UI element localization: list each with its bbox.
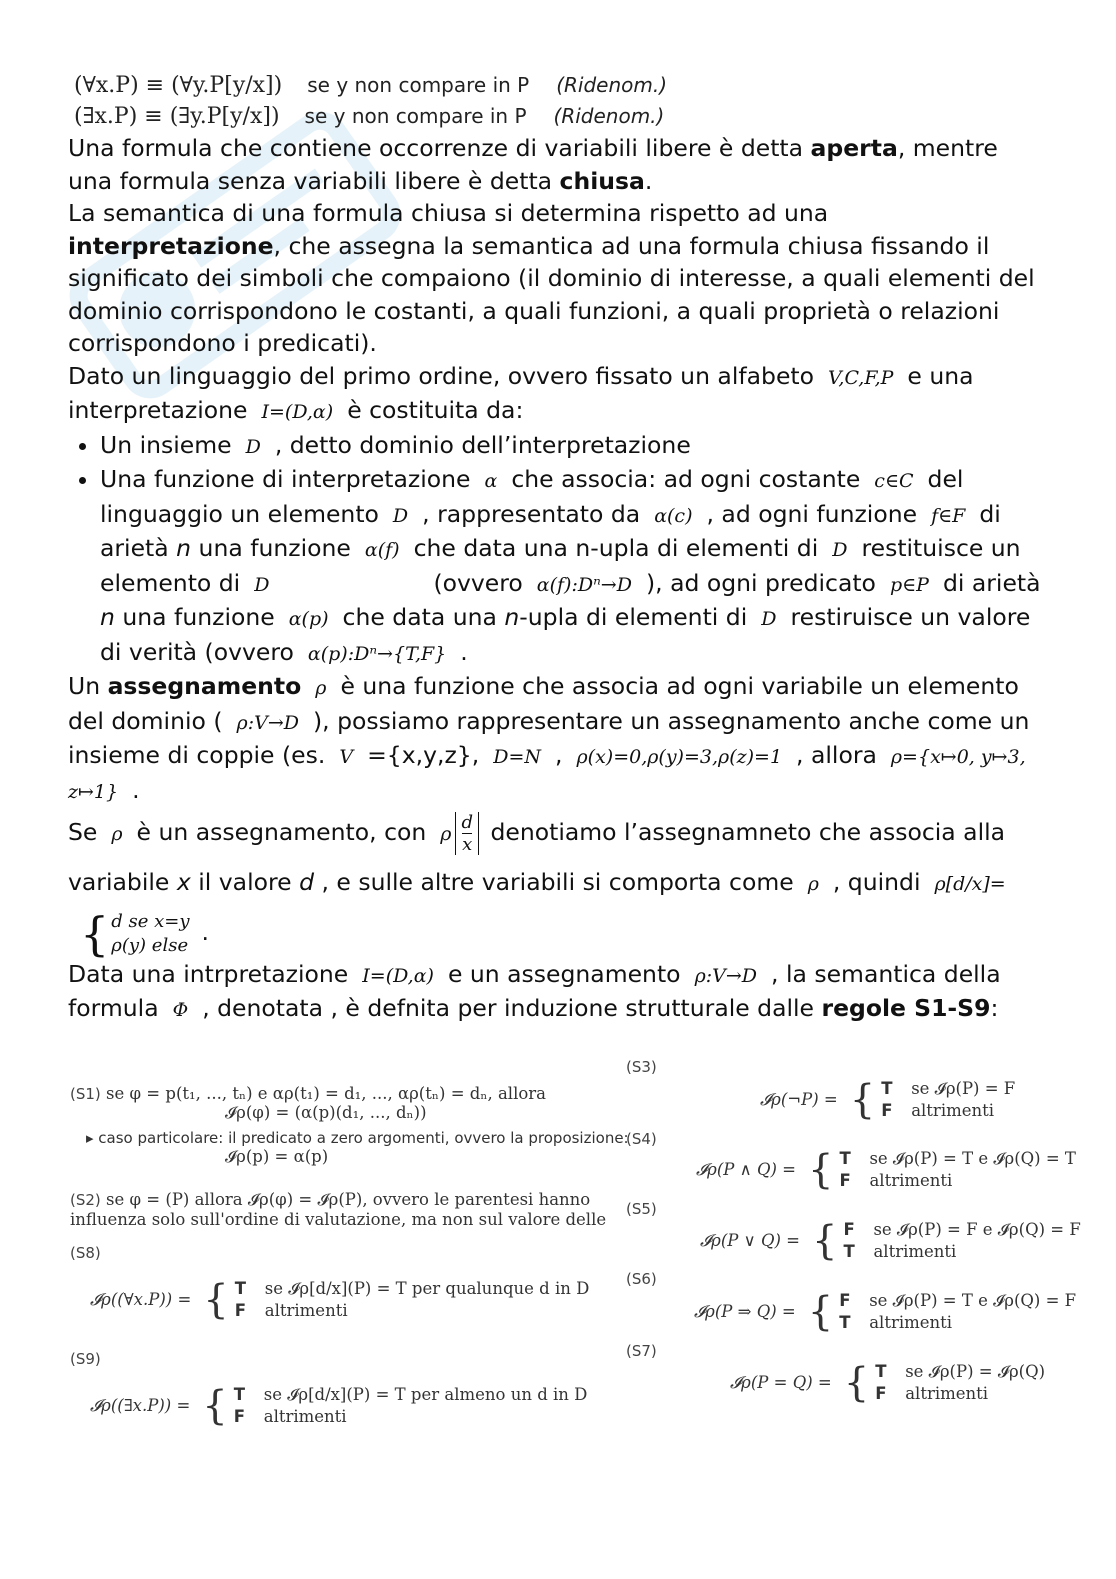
text-span: ), possiamo rappresentare un assegnamento anche come un insieme di coppie (es. <box>68 706 1030 769</box>
math-rho: ρ <box>807 873 819 895</box>
text-span: Una funzione di interpretazione <box>100 465 471 493</box>
paragraph-assignment <box>68 670 1048 808</box>
math-d: D <box>245 435 261 458</box>
case-value: F <box>234 1301 247 1320</box>
math-alpha-p: α(p) <box>288 608 329 630</box>
rule-label: (S8) <box>70 1244 101 1262</box>
list-item <box>100 463 1048 670</box>
rule-lhs: 𝓘ρ(¬P) = <box>760 1090 838 1109</box>
math-d-equals-n: D=N <box>493 746 541 768</box>
rule-text: influenza solo sull'ordine di valutazione, ma non sul valore delle <box>70 1210 607 1229</box>
case-condition: se 𝓘ρ(P) = 𝓘ρ(Q) <box>905 1362 1046 1381</box>
rule-label: (S3) <box>626 1058 657 1076</box>
rule-note: ▸ caso particolare: il predicato a zero argomenti, ovvero la proposizione: <box>86 1129 629 1147</box>
rule-label: (S4) <box>626 1130 657 1148</box>
math-alpha-c: α(c) <box>654 504 693 527</box>
case-value: T <box>875 1362 887 1381</box>
paragraph-interpretation <box>68 197 1048 360</box>
equation-name: (Ridenom.) <box>556 73 668 97</box>
list-item <box>100 429 1048 464</box>
text-span: che associa: ad ogni costante <box>511 465 861 493</box>
rule-lhs: 𝓘ρ(P ⇒ Q) = <box>694 1302 796 1321</box>
math-d: D <box>392 504 409 527</box>
case-condition: altrimenti <box>263 1407 347 1426</box>
case-condition: altrimenti <box>905 1384 989 1403</box>
text-span: che data una <box>342 603 497 631</box>
math-d: D <box>254 573 270 596</box>
rule-label: (S1) <box>70 1085 101 1103</box>
rule-lhs: 𝓘ρ(P ∧ Q) = <box>696 1160 796 1179</box>
case-value: F <box>881 1101 893 1120</box>
term-interpretazione: interpretazione <box>68 231 274 260</box>
text-span: e un assegnamento <box>447 959 681 988</box>
case-value: F <box>875 1384 887 1403</box>
case-row <box>839 1170 1075 1192</box>
text-span: , rappresentato da <box>422 499 641 528</box>
fraction-numerator: d <box>461 812 473 833</box>
math-alpha-f: α(f) <box>364 539 400 561</box>
equation-row <box>74 101 1048 132</box>
text-span: , mentre una formula senza variabili libere è detta <box>68 134 998 195</box>
text-span: , denotata , è defnita per induzione strutturale dalle <box>202 994 822 1022</box>
equation-formula: (∀x.P) ≡ (∀y.P[y/x]) <box>74 73 283 98</box>
case-line: d se x=y <box>111 910 190 932</box>
case-value: T <box>843 1242 855 1261</box>
rule-s5: 𝓘ρ(P ∨ Q) = { F se 𝓘ρ(P) = F e 𝓘ρ(Q) = F T altrimenti <box>700 1218 1081 1264</box>
rule-lhs: 𝓘ρ(P = Q) = <box>730 1373 832 1392</box>
text-span: ={x,y,z}, <box>367 741 480 769</box>
text-span: restituisce un elemento di <box>100 534 1021 597</box>
case-value: F <box>233 1407 246 1426</box>
text-span: , quindi <box>832 868 921 896</box>
text-span: , <box>555 741 563 769</box>
equation-condition: se y non compare in P <box>307 73 530 97</box>
math-alpha-f-type: α(f):Dⁿ→D <box>536 573 632 596</box>
case-row <box>875 1383 1045 1405</box>
fraction-denominator: x <box>462 834 473 855</box>
math-cases: { d se x=y ρ(y) else <box>80 906 190 961</box>
text-span: Un insieme <box>100 430 232 459</box>
math-alphabet: V,C,F,P <box>828 366 894 389</box>
text-span: : <box>990 994 999 1022</box>
case-condition: altrimenti <box>869 1171 953 1190</box>
text-span: , allora <box>796 741 877 769</box>
paragraph-substitution <box>68 808 1048 961</box>
text-span: , ad ogni funzione <box>706 499 918 528</box>
math-rho: ρ <box>440 823 452 845</box>
rule-label: (S7) <box>626 1342 657 1360</box>
math-d: D <box>832 539 848 561</box>
case-condition: altrimenti <box>869 1313 953 1332</box>
term-regole: regole S1-S9 <box>821 994 991 1022</box>
paragraph-semantics <box>68 958 1048 1027</box>
math-rho-type: ρ:V→D <box>694 964 758 987</box>
math-x: x <box>176 868 191 896</box>
equation-row <box>74 70 1048 101</box>
math-rho: ρ <box>315 677 327 699</box>
text-span: . <box>644 166 653 195</box>
text-span: ), ad ogni predicato <box>645 568 876 597</box>
rule-formula: 𝓘ρ(p) = α(p) <box>225 1147 329 1166</box>
rule-s6: 𝓘ρ(P ⇒ Q) = { F se 𝓘ρ(P) = T e 𝓘ρ(Q) = F T altrimenti <box>694 1289 1077 1335</box>
text-span: di arietà <box>100 499 1001 562</box>
case-row <box>881 1078 1015 1100</box>
text-span: Se <box>68 818 98 846</box>
case-row <box>843 1241 1080 1263</box>
equation-formula: (∃x.P) ≡ (∃y.P[y/x]) <box>74 104 280 129</box>
math-n: n <box>176 534 192 562</box>
case-condition: altrimenti <box>911 1101 995 1120</box>
text-span: Data una intrpretazione <box>68 959 349 988</box>
rule-formula: 𝓘ρ(φ) = (α(p)(d₁, ..., dₙ)) <box>225 1103 427 1122</box>
case-value: T <box>881 1079 893 1098</box>
bullet-list <box>68 429 1048 671</box>
text-span: , e sulle altre variabili si comporta come <box>321 868 794 896</box>
rule-s8: 𝓘ρ((∀x.P)) = { T se 𝓘ρ[d/x](P) = T per qualunque d in D F altrimenti <box>90 1277 590 1323</box>
rule-label: (S6) <box>626 1270 657 1288</box>
text-span: . <box>132 775 140 804</box>
text-span: è costituita da: <box>347 396 524 424</box>
math-rho-set: ρ={x↦0, y↦3, z↦1} <box>68 746 1026 803</box>
paragraph-language <box>68 360 1048 429</box>
math-p-in-p: p∈P <box>889 573 929 596</box>
text-span: denotiamo l’assegnamneto che associa alla variabile <box>68 818 1006 896</box>
rule-lhs: 𝓘ρ(P ∨ Q) = <box>700 1231 800 1250</box>
text-span: , che assegna la semantica ad una formula chiusa fissando il significato dei simboli che compaiono (il dominio di interesse, a quali elementi del dominio corrispondono le costanti, a quali funzioni, a quali proprietà o relazioni corrispondono i predicati). <box>68 231 1035 357</box>
case-line: ρ(y) else <box>111 934 189 956</box>
rule-s4: 𝓘ρ(P ∧ Q) = { T se 𝓘ρ(P) = T e 𝓘ρ(Q) = T F altrimenti <box>696 1147 1076 1193</box>
text-span: una funzione <box>122 603 275 631</box>
text-span: è un assegnamento, con <box>136 818 427 846</box>
math-substitution-fraction <box>455 812 479 855</box>
case-row <box>235 1278 590 1300</box>
paragraph-formula-types <box>68 132 1048 197</box>
case-row <box>235 1300 590 1322</box>
text-span: una funzione <box>198 534 351 562</box>
rule-s7: 𝓘ρ(P = Q) = { T se 𝓘ρ(P) = 𝓘ρ(Q) F altrimenti <box>730 1360 1046 1406</box>
rule-text: se φ = (P) allora 𝓘ρ(φ) = 𝓘ρ(P), ovvero le parentesi hanno <box>106 1190 591 1209</box>
case-condition: se 𝓘ρ(P) = T e 𝓘ρ(Q) = F <box>869 1291 1077 1310</box>
case-condition: se 𝓘ρ[d/x](P) = T per almeno un d in D <box>263 1385 588 1404</box>
text-span: -upla di elementi di <box>519 603 748 631</box>
math-d: D <box>761 608 777 630</box>
case-value: T <box>839 1313 851 1332</box>
equation-name: (Ridenom.) <box>553 104 665 128</box>
case-row <box>839 1312 1076 1334</box>
math-rho-values: ρ(x)=0,ρ(y)=3,ρ(z)=1 <box>576 746 783 768</box>
rule-s9: 𝓘ρ((∃x.P)) = { T se 𝓘ρ[d/x](P) = T per almeno un d in D F altrimenti <box>90 1383 588 1429</box>
math-interpretation: I=(D,α) <box>362 964 434 987</box>
math-alpha: α <box>484 470 498 492</box>
case-row <box>234 1384 588 1406</box>
case-row <box>843 1219 1080 1241</box>
term-aperta: aperta <box>810 134 898 162</box>
case-condition: altrimenti <box>264 1301 348 1320</box>
case-condition: se 𝓘ρ(P) = F e 𝓘ρ(Q) = F <box>873 1220 1081 1239</box>
case-condition: se 𝓘ρ(P) = T e 𝓘ρ(Q) = T <box>869 1149 1076 1168</box>
case-value: T <box>839 1149 851 1168</box>
case-row <box>839 1290 1076 1312</box>
math-f-in-f: f∈F <box>931 504 966 527</box>
text-span: il valore <box>198 868 292 896</box>
rule-s2 <box>70 1190 606 1229</box>
term-assegnamento: assegnamento <box>107 672 302 700</box>
rule-lhs: 𝓘ρ((∃x.P)) = <box>90 1396 191 1415</box>
rule-text: se φ = p(t₁, ..., tₙ) e αρ(t₁) = d₁, ..., αρ(tₙ) = dₙ, allora <box>106 1084 547 1103</box>
math-rho-type: ρ:V→D <box>236 711 299 734</box>
math-alpha-p-type: α(p):Dⁿ→{T,F} <box>307 642 447 665</box>
term-chiusa: chiusa <box>559 166 645 195</box>
text-span: del linguaggio un elemento <box>100 465 964 528</box>
case-row <box>234 1406 588 1428</box>
case-condition: altrimenti <box>873 1242 957 1261</box>
math-c-in-c: c∈C <box>874 470 914 492</box>
case-row <box>875 1361 1045 1383</box>
text-span: , la semantica della formula <box>68 959 1001 1022</box>
text-span: (ovvero <box>433 568 523 597</box>
rule-s3: 𝓘ρ(¬P) = { T se 𝓘ρ(P) = F F altrimenti <box>760 1077 1016 1123</box>
math-rho-subst: ρ[d/x]= <box>934 873 1006 895</box>
math-v: V <box>339 746 354 768</box>
math-n: n <box>100 603 115 631</box>
document-body <box>68 70 1048 1027</box>
rule-lhs: 𝓘ρ((∀x.P)) = <box>90 1290 192 1309</box>
rules-figure <box>0 1058 1116 1458</box>
math-d-value: d <box>299 868 314 896</box>
math-n: n <box>504 603 520 631</box>
text-span: è una funzione che associa ad ogni variabile un elemento del dominio ( <box>68 672 1019 735</box>
case-value: F <box>843 1220 855 1239</box>
text-span: Una formula che contiene occorrenze di variabili libere è detta <box>68 134 811 162</box>
rule-label: (S9) <box>70 1350 101 1368</box>
text-span: che data una n-upla di elementi di <box>413 534 819 562</box>
text-span: . <box>201 918 210 946</box>
case-condition: se 𝓘ρ(P) = F <box>911 1079 1016 1098</box>
case-row <box>839 1148 1075 1170</box>
text-span: La semantica di una formula chiusa si determina rispetto ad una <box>68 199 829 227</box>
rule-s1 <box>70 1084 629 1167</box>
math-phi: Φ <box>172 999 189 1021</box>
case-row <box>881 1100 1015 1122</box>
case-condition: se 𝓘ρ[d/x](P) = T per qualunque d in D <box>264 1279 590 1298</box>
math-rho: ρ <box>111 823 123 845</box>
case-value: T <box>234 1279 247 1298</box>
rule-label: (S2) <box>70 1191 101 1209</box>
text-span: . <box>460 637 468 666</box>
case-value: T <box>233 1385 245 1404</box>
text-span: di arietà <box>942 568 1041 597</box>
equation-condition: se y non compare in P <box>304 104 527 128</box>
text-span: Dato un linguaggio del primo ordine, ovvero fissato un alfabeto <box>68 361 814 390</box>
text-span: e una interpretazione <box>68 361 974 424</box>
text-span: restiruisce un valore di verità (ovvero <box>100 603 1031 666</box>
text-span: Un <box>68 672 108 700</box>
rule-label: (S5) <box>626 1200 657 1218</box>
case-value: F <box>839 1171 851 1190</box>
math-interpretation: I=(D,α) <box>261 401 334 423</box>
text-span: , detto dominio dell’interpretazione <box>274 430 691 459</box>
case-value: F <box>839 1291 851 1310</box>
